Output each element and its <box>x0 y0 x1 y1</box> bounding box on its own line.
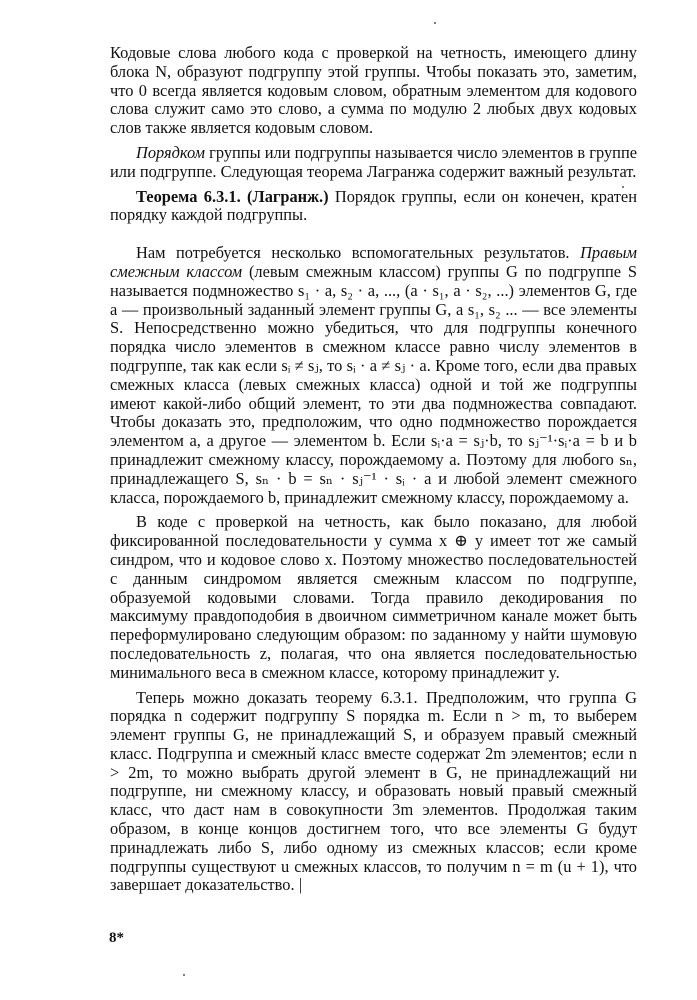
paragraph-order-text: группы или подгруппы называется число элементов в группе или подгруппе. Следующая теорема Лагранжа содержит важный результат. <box>110 142 637 181</box>
term-right-coset: Правым смежным классом <box>110 243 637 281</box>
term-order: Порядком <box>136 142 205 162</box>
paragraph-parity-codes: Кодовые слова любого кода с проверкой на четность, имеющего длину блока N, образуют подгруппу этой группы. Чтобы показать это, заметим, что 0 всегда является кодовым словом, обратным элементом для кодового слова служит само это слово, а сумма по модулю 2 любых двух кодовых слов также является кодовым словом. <box>110 43 637 138</box>
paragraph-order-definition <box>110 144 637 182</box>
theorem-statement <box>110 188 637 226</box>
paragraph-cosets <box>110 244 637 507</box>
paragraph-syndrome: В коде с проверкой на четность, как было показано, для любой фиксированной последовательности y сумма x ⊕ y имеет тот же самый синдром, что и кодовое слово x. Поэтому множество последовательностей с данным синдромом является смежным классом по подгруппе, образуемой кодовыми словами. Тогда правило декодирования по максимуму правдоподобия в двоичном симметричном канале может быть переформулировано следующим образом: по заданному y найти шумовую последовательность z, полагая, что она является последовательностью минимального веса в смежном классе, которому принадлежит y. <box>110 512 637 682</box>
paragraph-proof: Теперь можно доказать теорему 6.3.1. Предположим, что группа G порядка n содержит подгруппу S порядка m. Если n > m, то выберем элемент группы G, не принадлежащий S, и образуем правый смежный класс. Подгруппа и смежный класс вместе содержат 2m элементов; если n > 2m, то можно выбрать другой элемент в G, не принадлежащий ни подгруппе, ни смежному классу, и образовать новый правый смежный класс, что даст нам в совокупности 3m элементов. Продолжая таким образом, в конце концов достигнем того, что все элементы G будут принадлежать либо S, либо одному из смежных классов; если кроме подгруппы существуют u смежных классов, то получим n = m (u + 1), что завершает доказательство. | <box>110 687 637 895</box>
print-speck <box>434 22 436 24</box>
print-speck <box>183 974 185 976</box>
paragraph-cosets-intro: Нам потребуется несколько вспомогательных результатов. <box>136 243 581 263</box>
theorem-heading: Теорема 6.3.1. (Лагранж.) <box>136 186 329 206</box>
body-text <box>110 44 637 895</box>
signature-mark: 8* <box>109 930 124 946</box>
paragraph-cosets-text: (левым смежным классом) группы G по подгруппе S называется подмножество s₁ · a, s₂ · a, ..., (a · s₁, a · s₂, ...) элементов G, где a — произвольный заданный элемент группы G, а s₁, s₂ ... — все элементы S. Непосредственно можно убедиться, что для подгруппы конечного порядка число элементов в смежном классе равно числу элементов в подгруппе, так как если sᵢ ≠ sⱼ, то sᵢ · a ≠ sⱼ · a. Кроме того, если два правых смежных класса (левых смежных класса) одной и той же подгруппы имеют какой-либо общий элемент, то эти два подмножества совпадают. Чтобы доказать это, предположим, что одно подмножество порождается элементом a, а другое — элементом b. Если sᵢ·a = sⱼ·b, то sⱼ⁻¹·sᵢ·a = b и b принадлежит смежному классу, порождаемому a. Поэтому для любого sₙ, принадлежащего S, sₙ · b = sₙ · sⱼ⁻¹ · sᵢ · a и любой элемент смежного класса, порождаемого b, принадлежит смежному классу, порождаемому a. <box>110 261 637 507</box>
theorem-body: Порядок группы, если он конечен, кратен порядку каждой подгруппы. <box>110 186 637 225</box>
